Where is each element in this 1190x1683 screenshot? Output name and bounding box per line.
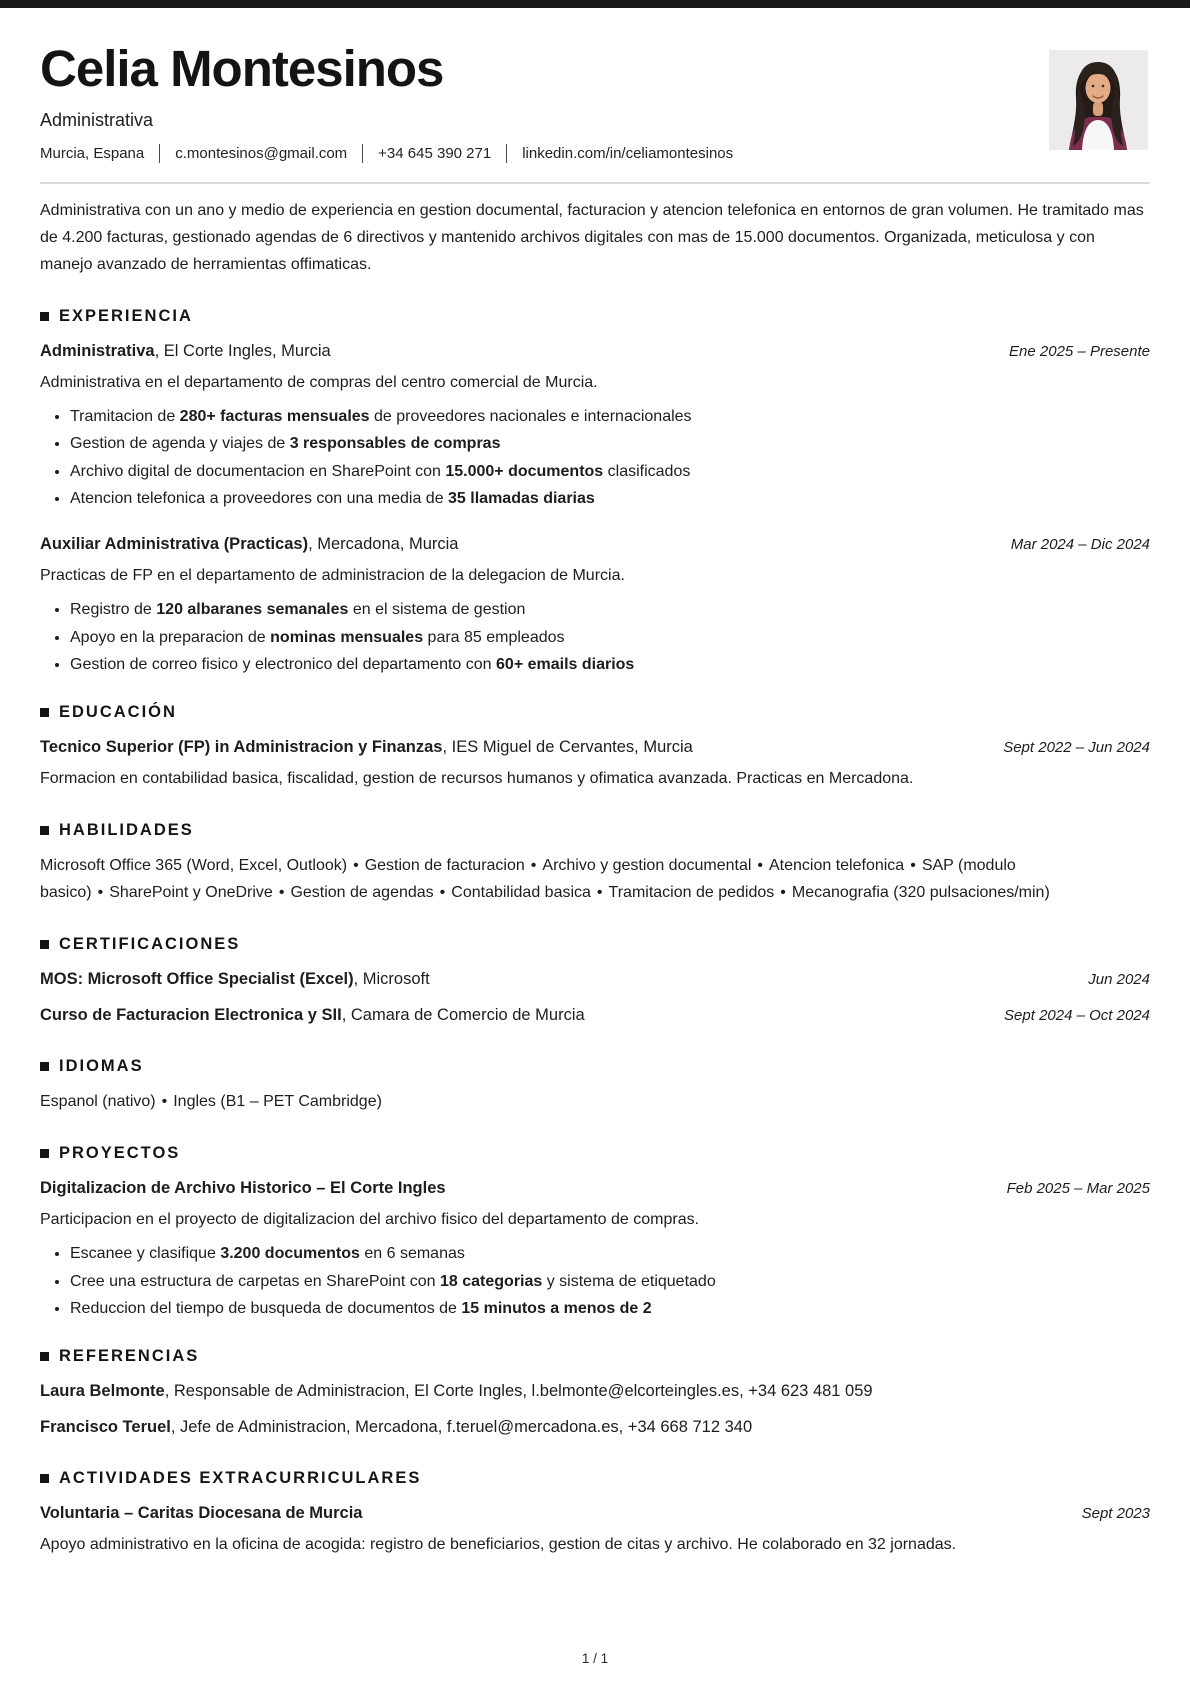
habilidades-item: Mecanografia (320 pulsaciones/min) (791, 884, 1050, 902)
dot-separator: • (910, 857, 916, 875)
section-header (40, 821, 1150, 840)
person-name: Celia Montesinos (40, 40, 444, 97)
section-marker-icon (40, 708, 49, 717)
contact-item: linkedin.com/in/celiamontesinos (522, 144, 734, 162)
section-idiomas (40, 1057, 1150, 1115)
entry (40, 1379, 1150, 1404)
dot-separator: • (97, 884, 104, 902)
dot-separator: • (780, 884, 786, 902)
section-habilidades (40, 821, 1150, 906)
contact-separator (362, 144, 363, 163)
entry-bullets (40, 1244, 1150, 1318)
entry-head (40, 1176, 1150, 1201)
entry-date: Sept 2022 – Jun 2024 (1003, 739, 1150, 757)
entry-heading (40, 1501, 362, 1526)
entry-head (40, 1003, 1150, 1028)
section-title: EDUCACIÓN (59, 703, 177, 722)
resume-header (40, 42, 1150, 163)
section-header (40, 1469, 1150, 1488)
plain-text: en el sistema de gestion (348, 601, 526, 619)
bullet-item (70, 1244, 1150, 1263)
header-divider (40, 182, 1150, 184)
entry-bullets (40, 407, 1150, 509)
bold-text: nominas mensuales (270, 628, 424, 646)
bullet-item (70, 600, 1150, 619)
section-title: REFERENCIAS (59, 1347, 200, 1366)
plain-text: , Jefe de Administracion, Mercadona, f.teruel@mercadona.es, +34 668 712 340 (170, 1418, 753, 1437)
section-title: CERTIFICACIONES (59, 935, 241, 954)
entry (40, 339, 1150, 509)
bold-text: MOS: Microsoft Office Specialist (Excel) (40, 970, 354, 989)
bold-text: 60+ emails diarios (496, 656, 635, 674)
plain-text: Gestion de correo fisico y electronico del departamento con (70, 656, 497, 674)
entry-description: Apoyo administrativo en la oficina de acogida: registro de beneficiarios, gestion de citas y archivo. He colaborado en 32 jornadas. (40, 1536, 957, 1554)
entry-description: Practicas de FP en el departamento de administracion de la delegacion de Murcia. (40, 567, 625, 585)
entry-date: Feb 2025 – Mar 2025 (1006, 1180, 1150, 1198)
entry-head (40, 967, 1150, 992)
plain-text: y sistema de etiquetado (542, 1272, 716, 1290)
bold-text: 15 minutos a menos de 2 (461, 1300, 652, 1318)
section-marker-icon (40, 1474, 49, 1483)
section-marker-icon (40, 1062, 49, 1071)
entry-description: Administrativa en el departamento de compras del centro comercial de Murcia. (40, 373, 598, 391)
habilidades-item: Gestion de agendas (290, 884, 434, 902)
entry-date: Sept 2024 – Oct 2024 (1004, 1007, 1150, 1025)
contact-item: c.montesinos@gmail.com (175, 144, 348, 162)
bold-text: Administrativa (40, 341, 155, 360)
plain-text: Cree una estructura de carpetas en SharePoint con (70, 1272, 440, 1290)
entry-date: Jun 2024 (1088, 971, 1150, 989)
entry (40, 735, 1150, 792)
bold-text: 3 responsables de compras (289, 435, 501, 453)
section-body (40, 1088, 1150, 1115)
bullet-item (70, 489, 1150, 508)
section-body (40, 735, 1150, 792)
bold-text: Curso de Facturacion Electronica y SII (40, 1006, 342, 1025)
bold-text: Laura Belmonte (40, 1382, 165, 1401)
section-marker-icon (40, 826, 49, 835)
entry-heading (40, 735, 693, 760)
entry-heading (40, 1003, 585, 1028)
entry-heading (40, 967, 430, 992)
summary-text: Administrativa con un ano y medio de experiencia en gestion documental, facturacion y atencion telefonica en entornos de gran volumen. He tramitado mas de 4.200 facturas, gestionado agendas de 6 directivos y mantenido archivos digitales con mas de 15.000 documentos. Organizada, meticulosa y con manejo avanzado de herramientas offimaticas. (40, 201, 1144, 273)
plain-text: de proveedores nacionales e internacionales (369, 407, 692, 425)
bold-text: Voluntaria – Caritas Diocesana de Murcia (40, 1504, 363, 1523)
bold-text: 18 categorias (440, 1272, 543, 1290)
entry (40, 1415, 1150, 1440)
plain-text: en 6 semanas (359, 1245, 465, 1263)
plain-text: clasificados (603, 462, 691, 480)
entry (40, 1003, 1150, 1028)
section-title: PROYECTOS (59, 1144, 181, 1163)
bullet-item (70, 1272, 1150, 1291)
bold-text: Tecnico Superior (FP) in Administracion y Finanzas (40, 738, 443, 757)
dot-separator: • (278, 884, 285, 902)
profile-photo (1049, 50, 1148, 150)
bullet-item (70, 655, 1150, 674)
entry-description: Participacion en el proyecto de digitalizacion del archivo fisico del departamento de compras. (40, 1211, 700, 1229)
plain-text: , Mercadona, Murcia (308, 535, 459, 554)
contact-item: +34 645 390 271 (378, 144, 492, 162)
entry-heading (40, 1379, 873, 1404)
section-header (40, 1144, 1150, 1163)
plain-text: , Microsoft (353, 970, 430, 989)
section-referencias (40, 1347, 1150, 1440)
dot-separator: • (353, 857, 359, 875)
bullet-item (70, 407, 1150, 426)
plain-text: Reduccion del tiempo de busqueda de documentos de (70, 1300, 462, 1318)
entry-description: Formacion en contabilidad basica, fiscalidad, gestion de recursos humanos y ofimatica avanzada. Practicas en Mercadona. (40, 770, 914, 788)
plain-text: , El Corte Ingles, Murcia (154, 341, 331, 360)
habilidades-item: Atencion telefonica (769, 857, 905, 875)
dot-separator: • (530, 857, 537, 875)
section-experiencia (40, 307, 1150, 675)
entry-heading (40, 1415, 752, 1440)
habilidades-item: Microsoft Office 365 (Word, Excel, Outlook) (40, 857, 348, 875)
section-header (40, 703, 1150, 722)
section-title: EXPERIENCIA (59, 306, 193, 325)
section-title: HABILIDADES (59, 821, 194, 840)
section-marker-icon (40, 940, 49, 949)
habilidades-item: Tramitacion de pedidos (608, 884, 775, 902)
entry-heading (40, 339, 331, 364)
entry-date: Ene 2025 – Presente (1009, 342, 1150, 360)
section-actividades (40, 1469, 1150, 1558)
entry-date: Sept 2023 (1081, 1505, 1150, 1523)
plain-text: Tramitacion de (70, 407, 180, 425)
plain-text: , Responsable de Administracion, El Corte Ingles, l.belmonte@elcorteingles.es, +34 623 481 059 (164, 1382, 873, 1401)
plain-text: Archivo digital de documentacion en SharePoint con (70, 462, 446, 480)
plain-text: para 85 empleados (423, 628, 565, 646)
bullet-item (70, 434, 1150, 453)
profile-photo-illustration (1049, 50, 1148, 150)
section-marker-icon (40, 1149, 49, 1158)
contact-separator (506, 144, 507, 163)
section-body (40, 967, 1150, 1028)
section-certificaciones (40, 935, 1150, 1028)
bold-text: 3.200 documentos (220, 1245, 360, 1263)
entry (40, 1176, 1150, 1318)
habilidades-items (40, 852, 1150, 906)
dot-separator: • (757, 857, 763, 875)
section-header (40, 1057, 1150, 1076)
section-body (40, 339, 1150, 675)
section-body (40, 1379, 1150, 1440)
plain-text: Registro de (70, 601, 157, 619)
section-marker-icon (40, 1352, 49, 1361)
section-body (40, 1176, 1150, 1318)
sections-container (40, 307, 1150, 1559)
entry-head (40, 532, 1150, 557)
section-marker-icon (40, 312, 49, 321)
entry (40, 1501, 1150, 1558)
section-header (40, 935, 1150, 954)
entry-head (40, 1415, 1150, 1440)
idiomas-item: Ingles (B1 – PET Cambridge) (173, 1093, 382, 1111)
entry-head (40, 1501, 1150, 1526)
bold-text: 15.000+ documentos (445, 462, 604, 480)
section-header (40, 307, 1150, 326)
plain-text: Apoyo en la preparacion de (70, 628, 271, 646)
bold-text: 35 llamadas diarias (448, 490, 595, 508)
plain-text: Escanee y clasifique (70, 1245, 221, 1263)
section-proyectos (40, 1144, 1150, 1318)
habilidades-item: SAP (modulo basico) (40, 857, 1016, 902)
entry-heading (40, 1176, 446, 1201)
entry-heading (40, 532, 458, 557)
idiomas-item: Espanol (nativo) (40, 1093, 156, 1111)
section-title: IDIOMAS (59, 1057, 144, 1076)
bold-text: Francisco Teruel (40, 1418, 171, 1437)
bold-text: Auxiliar Administrativa (Practicas) (40, 535, 309, 554)
dot-separator: • (439, 884, 446, 902)
habilidades-item: SharePoint y OneDrive (109, 884, 273, 902)
page-number: 1 / 1 (581, 1651, 609, 1666)
habilidades-item: Contabilidad basica (451, 884, 591, 902)
entry-date: Mar 2024 – Dic 2024 (1010, 536, 1150, 554)
bold-text: 280+ facturas mensuales (179, 407, 370, 425)
idiomas-items (40, 1088, 1150, 1115)
entry-head (40, 735, 1150, 760)
plain-text: Gestion de agenda y viajes de (70, 435, 290, 453)
section-body (40, 852, 1150, 906)
section-header (40, 1347, 1150, 1366)
plain-text: Atencion telefonica a proveedores con una media de (70, 490, 449, 508)
contact-item: Murcia, Espana (40, 144, 145, 162)
person-job-title: Administrativa (40, 109, 154, 130)
plain-text: , IES Miguel de Cervantes, Murcia (442, 738, 693, 757)
entry-head (40, 339, 1150, 364)
section-title: ACTIVIDADES EXTRACURRICULARES (59, 1469, 422, 1488)
dot-separator: • (161, 1093, 168, 1111)
plain-text: , Camara de Comercio de Murcia (341, 1006, 585, 1025)
dot-separator: • (596, 884, 603, 902)
bold-text: 120 albaranes semanales (156, 601, 349, 619)
entry-bullets (40, 600, 1150, 674)
bullet-item (70, 1299, 1150, 1318)
entry (40, 532, 1150, 674)
habilidades-item: Gestion de facturacion (364, 857, 525, 875)
contact-row (40, 144, 1150, 163)
bullet-item (70, 628, 1150, 647)
section-body (40, 1501, 1150, 1558)
entry (40, 967, 1150, 992)
habilidades-item: Archivo y gestion documental (542, 857, 752, 875)
section-educacion (40, 703, 1150, 792)
contact-separator (159, 144, 160, 163)
entry-head (40, 1379, 1150, 1404)
bullet-item (70, 462, 1150, 481)
bold-text: Digitalizacion de Archivo Historico – El Corte Ingles (40, 1179, 446, 1198)
